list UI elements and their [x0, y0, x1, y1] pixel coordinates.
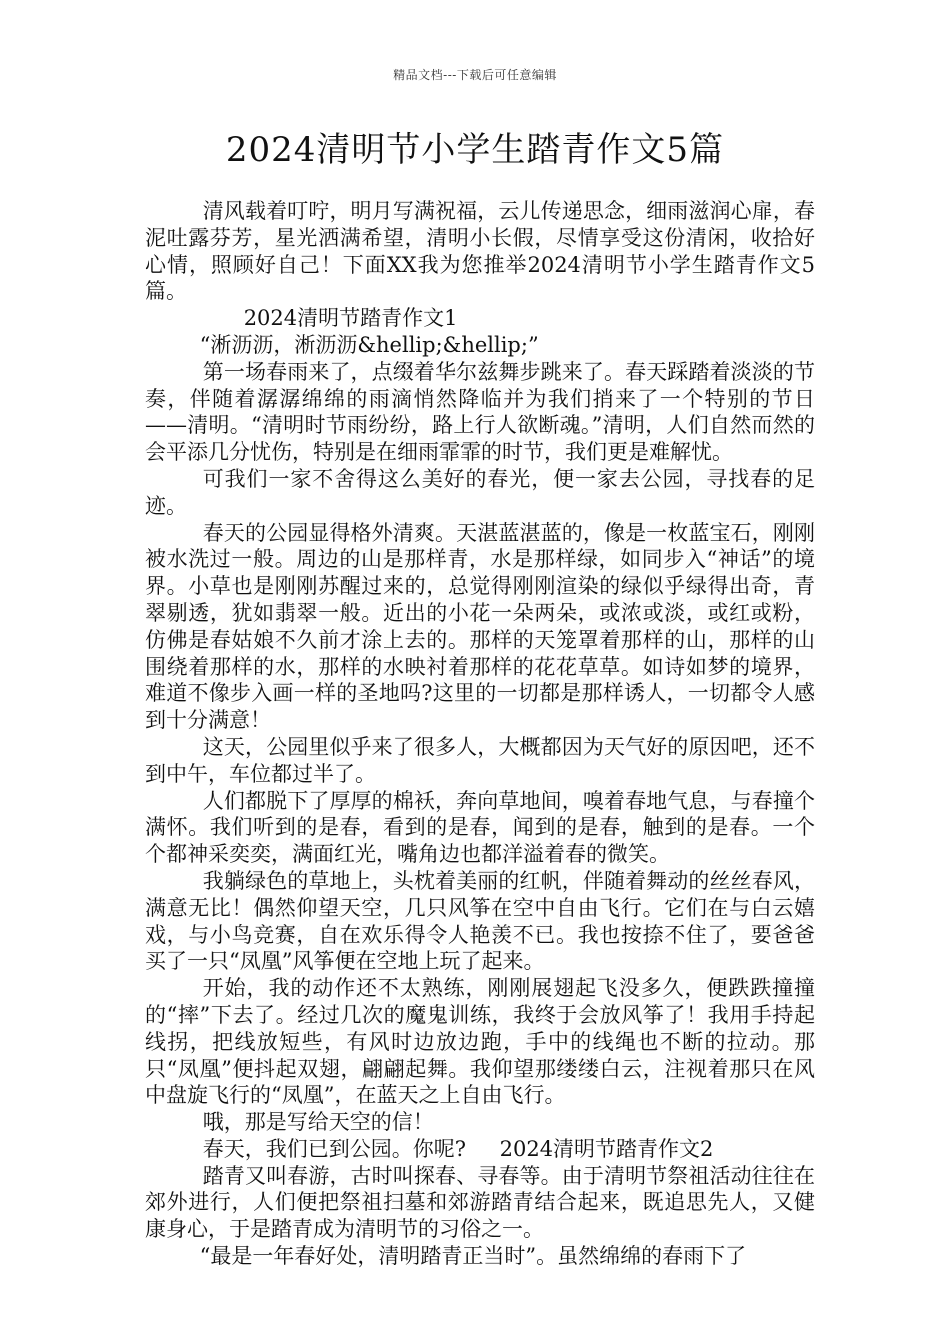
page-header-note: 精品文档---下载后可任意编辑 — [393, 68, 557, 82]
body-paragraph: “最是一年春好处，清明踏青正当时”。虽然绵绵的春雨下了 — [199, 1244, 747, 1269]
body-paragraph: 春天的公园显得格外清爽。天湛蓝湛蓝的，像是一枚蓝宝石，刚刚被水洗过一般。周边的山是那样青，水是那样绿，如同步入“神话”的境界。小草也是刚刚苏醒过来的，总觉得刚刚渲染的绿似乎绿得出奇，青翠剔透，犹如翡翠一般。近出的小花一朵两朵，或浓或淡，或红或粉，仿佛是春姑娘不久前才涂上去的。那样的天笼罩着那样的山，那样的山围绕着那样的水，那样的水映衬着那样的花花草草。如诗如梦的境界，难道不像步入画一样的圣地吗?这里的一切都是那样诱人，一切都令人感到十分满意！ — [145, 520, 815, 733]
body-paragraph: 这天，公园里似乎来了很多人，大概都因为天气好的原因吧，还不到中午，车位都过半了。 — [145, 734, 815, 786]
body-paragraph: 踏青又叫春游，古时叫探春、寻春等。由于清明节祭祖活动往往在郊外进行，人们便把祭祖扫墓和郊游踏青结合起来，既追思先人，又健康身心，于是踏青成为清明节的习俗之一。 — [145, 1163, 815, 1242]
body-paragraph: 开始，我的动作还不太熟练，刚刚展翅起飞没多久，便跌跌撞撞的“摔”下去了。经过几次的魔鬼训练，我终于会放风筝了！我用手持起线拐，把线放短些，有风时边放边跑，手中的线绳也不断的拉动。那只“凤凰”便抖起双翅，翩翩起舞。我仰望那缕缕白云，注视着那只在风中盘旋飞行的“凤凰”，在蓝天之上自由飞行。 — [145, 976, 815, 1108]
document-body — [145, 198, 815, 1270]
body-paragraph: 哦，那是写给天空的信！ — [202, 1110, 434, 1135]
closing-line-with-heading — [145, 1136, 815, 1163]
essay-heading-1: 2024清明节踏青作文1 — [243, 306, 458, 331]
closing-sentence: 春天，我们已到公园。你呢? — [202, 1136, 467, 1161]
rain-sound-quote: “淅沥沥，淅沥沥&hellip;&hellip;” — [199, 332, 539, 357]
body-paragraph: 可我们一家不舍得这么美好的春光，便一家去公园，寻找春的足迹。 — [145, 466, 815, 518]
essay-heading-2: 2024清明节踏青作文2 — [499, 1136, 714, 1161]
intro-paragraph: 清风载着叮咛，明月写满祝福，云儿传递思念，细雨滋润心扉，春泥吐露芬芳，星光洒满希望，清明小长假，尽情享受这份清闲，收拾好心情，照顾好自己！下面XX我为您推举2024清明节小学生踏青作文5篇。 — [145, 199, 815, 304]
document-title: 2024清明节小学生踏青作文5篇 — [225, 130, 725, 170]
body-paragraph: 我躺绿色的草地上，头枕着美丽的红帆，伴随着舞动的丝丝春风，满意无比！偶然仰望天空，几只风筝在空中自由飞行。它们在与白云嬉戏，与小鸟竞赛，自在欢乐得令人艳羡不已。我也按捺不住了，要爸爸买了一只“凤凰”风筝便在空地上玩了起来。 — [145, 868, 815, 974]
body-paragraph: 第一场春雨来了，点缀着华尔兹舞步跳来了。春天踩踏着淡淡的节奏，伴随着潺潺绵绵的雨滴悄然降临并为我们捎来了一个特别的节日——清明。“清明时节雨纷纷，路上行人欲断魂。”清明，人们自然而然的会平添几分忧伤，特别是在细雨霏霏的时节，我们更是难解忧。 — [145, 359, 815, 465]
body-paragraph: 人们都脱下了厚厚的棉袄，奔向草地间，嗅着春地气息，与春撞个满怀。我们听到的是春，看到的是春，闻到的是春，触到的是春。一个个都神采奕奕，满面红光，嘴角边也都洋溢着春的微笑。 — [145, 788, 815, 867]
